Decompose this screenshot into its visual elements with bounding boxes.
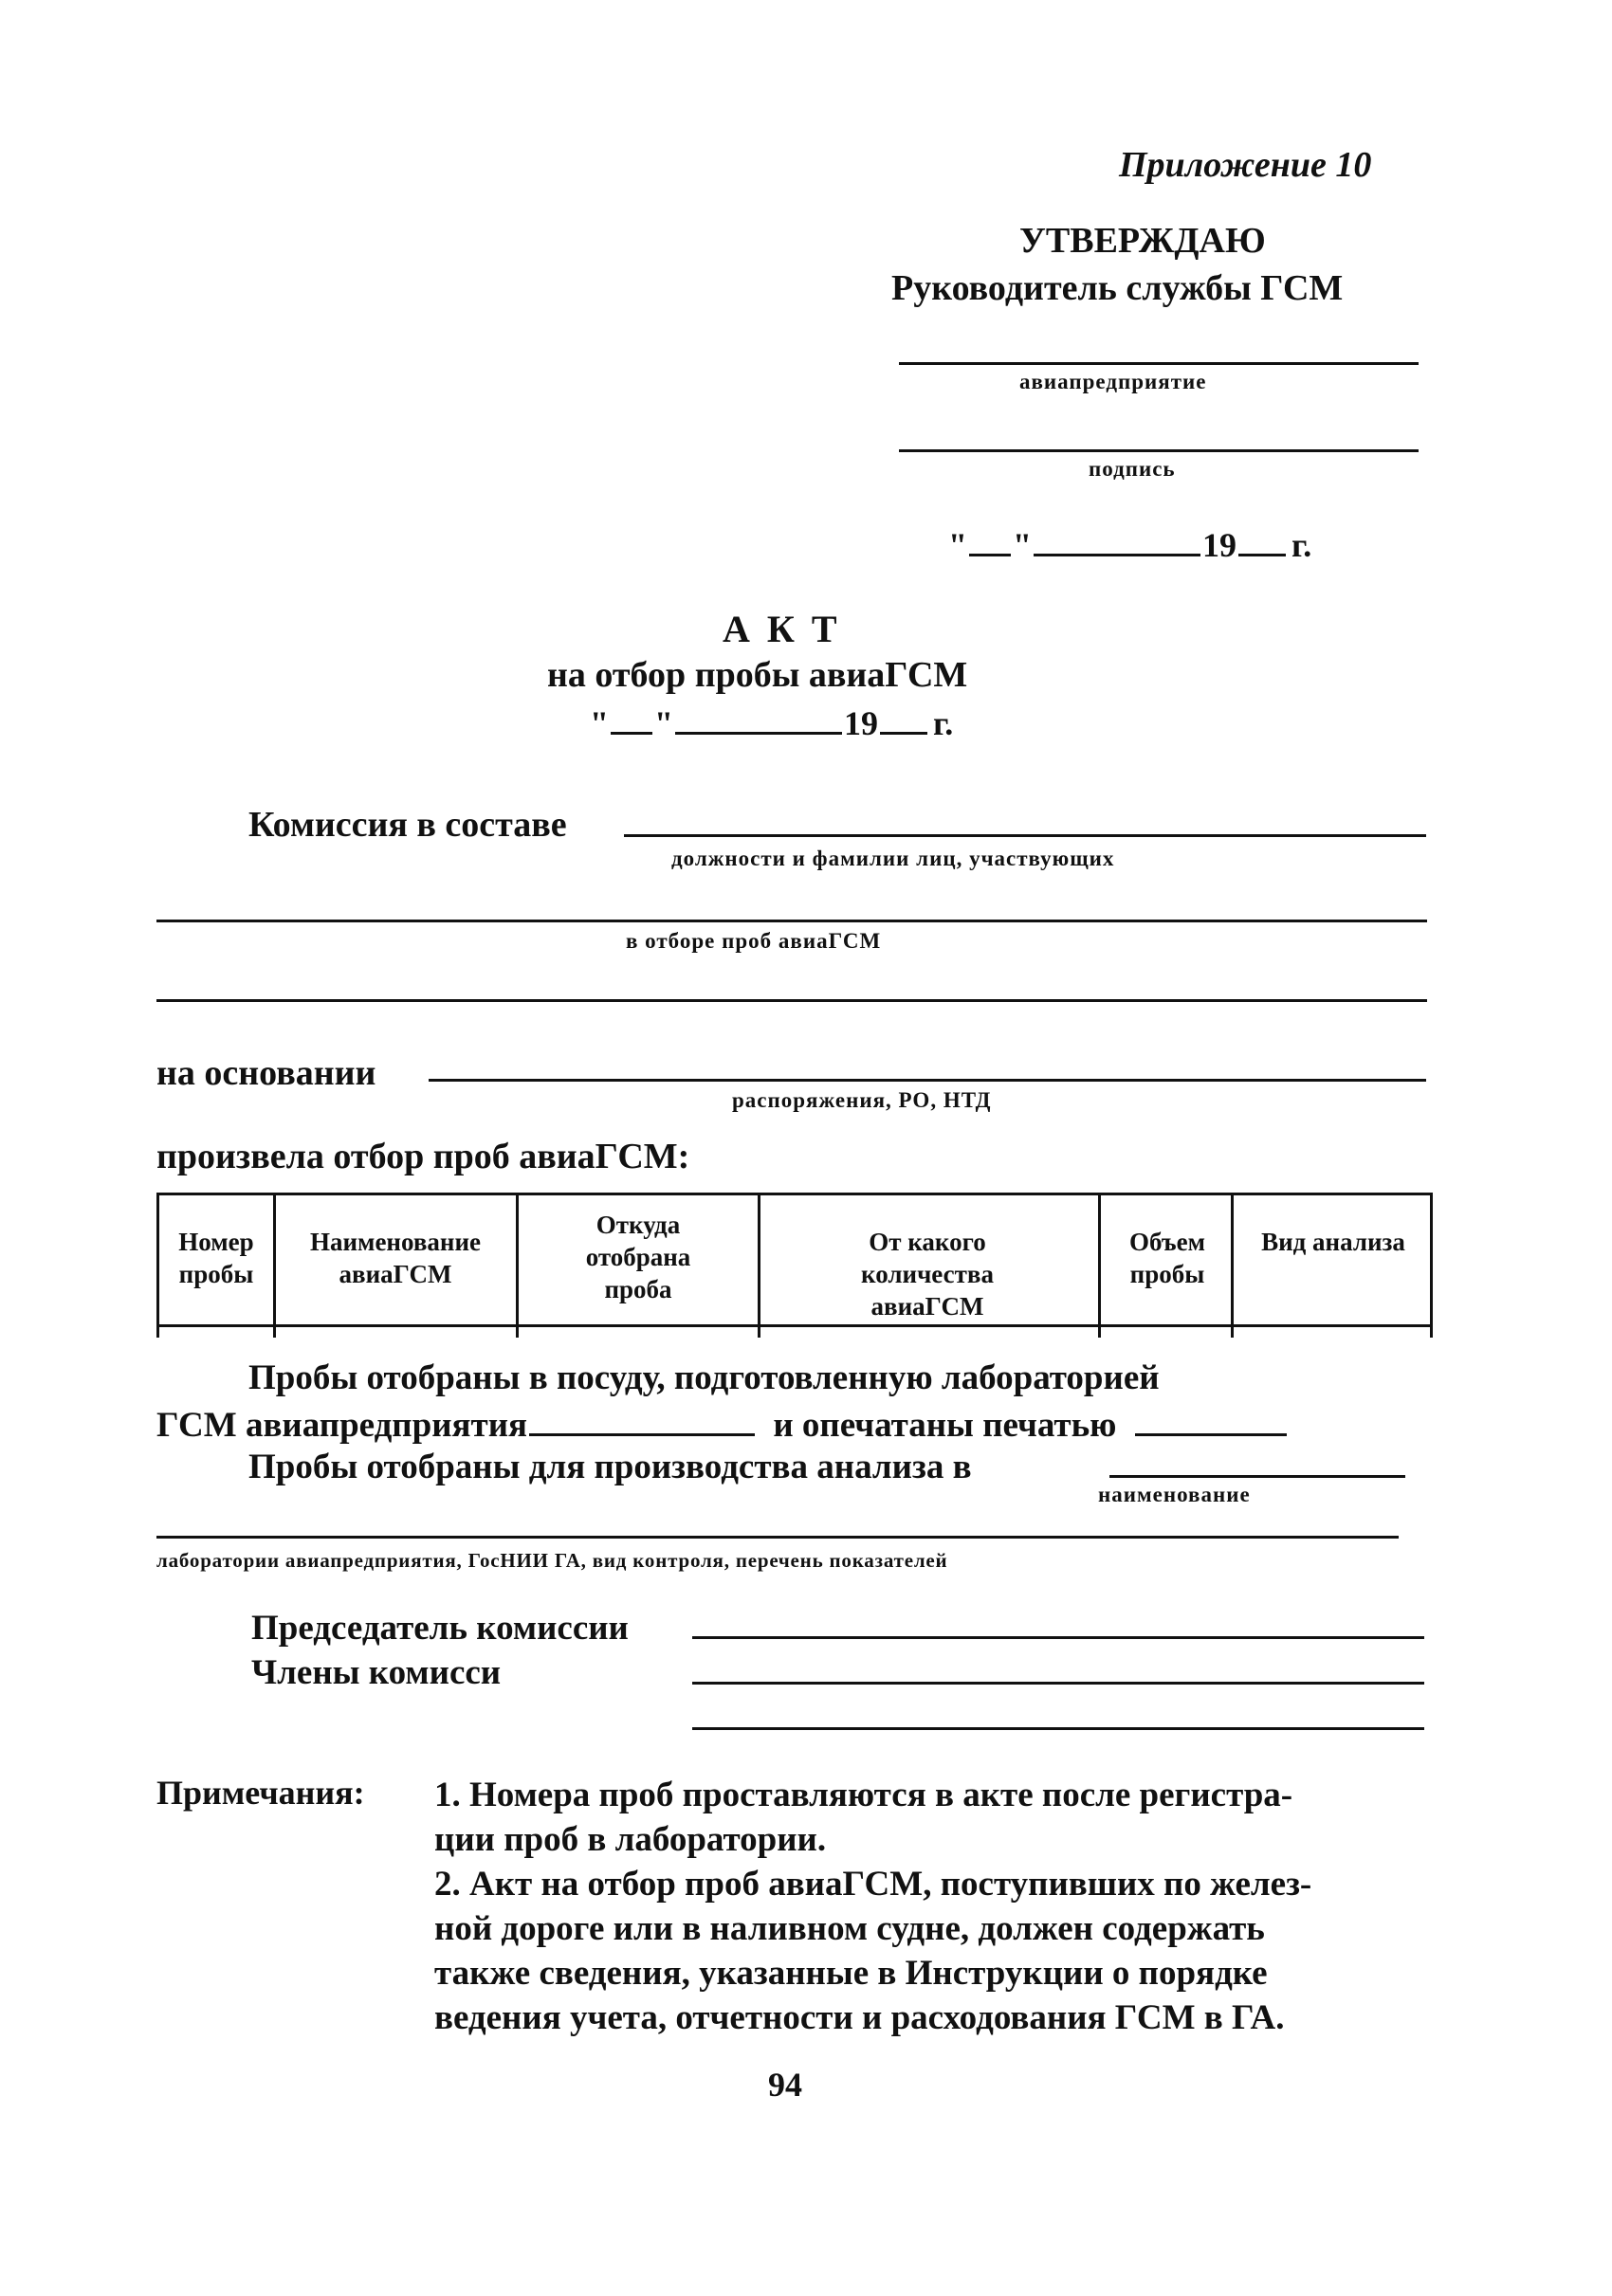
act-year-suffix: г. (933, 704, 954, 742)
sealed-text: и опечатаны печатью (773, 1406, 1117, 1445)
act-title: А К Т (723, 608, 841, 650)
commission-caption-1: должности и фамилии лиц, участвующих (671, 847, 1115, 870)
commission-line-1[interactable] (624, 834, 1426, 837)
samples-table (156, 1193, 1433, 1338)
org-lab-text: ГСМ авиапредприятия (156, 1406, 528, 1445)
lab-name-line[interactable] (1109, 1475, 1405, 1478)
org-line[interactable] (899, 362, 1419, 365)
act-date-quote-close: " (654, 704, 673, 742)
members-label: Члены комисси (251, 1653, 502, 1692)
act-year-blank[interactable] (880, 700, 927, 735)
commission-line-3[interactable] (156, 999, 1427, 1002)
act-year-prefix: 19 (844, 704, 878, 742)
day-blank[interactable] (969, 521, 1011, 556)
paragraph-line-2 (156, 1401, 1289, 1446)
appendix-label: Приложение 10 (1119, 145, 1372, 185)
note-line: 2. Акт на отбор проб авиаГСМ, поступивших по желез- (434, 1865, 1312, 1904)
notes-list (434, 1773, 1311, 2040)
act-day-blank[interactable] (611, 700, 652, 735)
signature-caption: подпись (1089, 457, 1176, 481)
header-sample-source: Откуда отобрана проба (585, 1211, 691, 1303)
year-suffix: г. (1291, 526, 1312, 564)
paragraph-line-1: Пробы отобраны в посуду, подготовленную лабораторией (248, 1358, 1160, 1397)
year-blank[interactable] (1238, 521, 1286, 556)
basis-caption: распоряжения, РО, НТД (732, 1088, 992, 1112)
notes-label: Примечания: (156, 1774, 365, 1812)
signature-line[interactable] (899, 449, 1419, 452)
members-line-2[interactable] (692, 1727, 1424, 1730)
lab-details-caption: лаборатории авиапредприятия, ГосНИИ ГА, вид контроля, перечень показателей (156, 1549, 948, 1572)
commission-line-2[interactable] (156, 920, 1427, 922)
commission-caption-2: в отборе проб авиаГСМ (626, 929, 882, 953)
members-line-1[interactable] (692, 1682, 1424, 1685)
note-line: ведения учета, отчетности и расходования ГСМ в ГА. (434, 1998, 1285, 2037)
act-date (590, 700, 953, 743)
note-line: ции проб в лаборатории. (434, 1820, 827, 1859)
note-line: также сведения, указанные в Инструкции о порядке (434, 1954, 1268, 1993)
basis-label: на основании (156, 1053, 376, 1093)
header-sample-volume: Объем пробы (1129, 1228, 1205, 1288)
chair-label: Председатель комиссии (251, 1609, 629, 1648)
chair-line[interactable] (692, 1636, 1424, 1639)
lab-details-line[interactable] (156, 1536, 1399, 1539)
page-number: 94 (768, 2066, 802, 2104)
approve-date (948, 521, 1311, 565)
header-analysis-type: Вид анализа (1261, 1228, 1405, 1256)
performed-text: произвела отбор проб авиаГСМ: (156, 1137, 690, 1176)
seal-blank[interactable] (1135, 1401, 1287, 1436)
header-fuel-quantity: От какого количества авиаГСМ (861, 1228, 994, 1321)
act-month-blank[interactable] (675, 700, 842, 735)
paragraph-line-3: Пробы отобраны для производства анализа в (248, 1448, 972, 1486)
approve-role: Руководитель службы ГСМ (891, 268, 1344, 308)
year-prefix: 19 (1202, 526, 1236, 564)
date-quote-close: " (1013, 526, 1032, 564)
commission-label: Комиссия в составе (248, 805, 567, 845)
org-lab-blank[interactable] (529, 1401, 755, 1436)
lab-name-caption: наименование (1098, 1483, 1251, 1506)
note-line: ной дороге или в наливном судне, должен содержать (434, 1909, 1265, 1948)
act-subtitle: на отбор пробы авиаГСМ (547, 655, 968, 695)
approve-heading: УТВЕРЖДАЮ (1019, 221, 1266, 261)
note-line: 1. Номера проб проставляются в акте после регистра- (434, 1776, 1293, 1814)
header-fuel-name: Наименование авиаГСМ (310, 1228, 481, 1288)
basis-line[interactable] (429, 1079, 1426, 1082)
org-caption: авиапредприятие (1019, 370, 1207, 393)
act-date-quote-open: " (590, 704, 609, 742)
header-sample-number: Номер пробы (178, 1228, 254, 1288)
month-blank[interactable] (1034, 521, 1200, 556)
date-quote-open: " (948, 526, 967, 564)
